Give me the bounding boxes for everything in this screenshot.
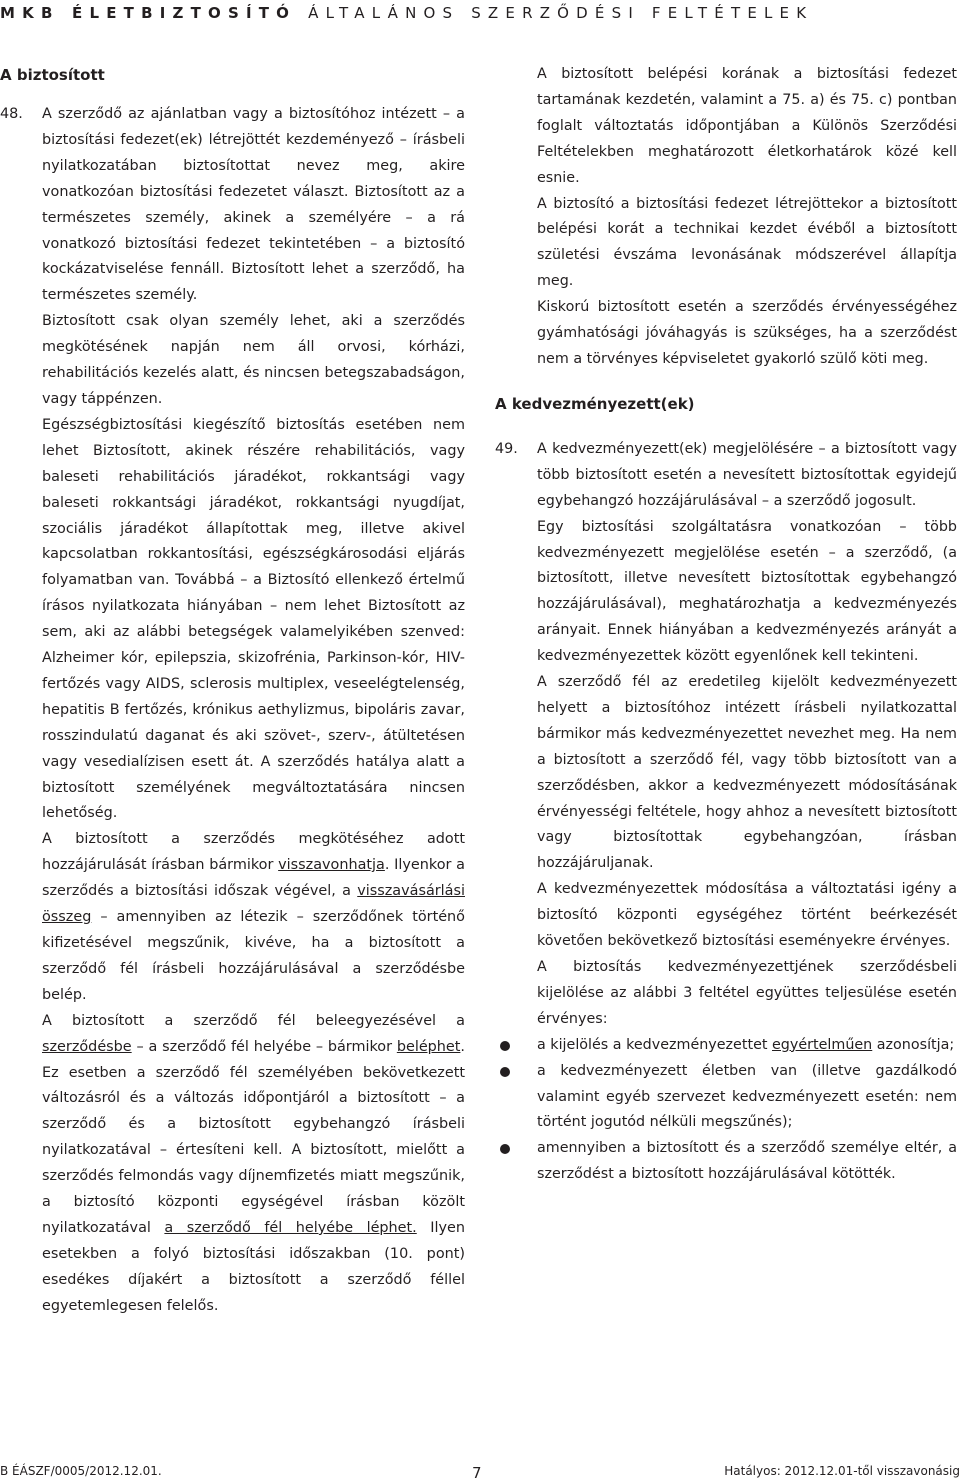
item-49-paragraph-2: Egy biztosítási szolgáltatásra vonatkozóan – több kedvezményezett megjelölése esetén – a szerződő, (a biztosított, illetve nevesített biztosítottak egybehangzó hozzájárulásával), meghatározhatja a kedvezményezés arányait. Ennek hiányában a kedvezményezés arányát a kedvezményezettek között egyenlőnek kell tekinteni.: [537, 518, 957, 665]
text: – amennyiben az létezik – szerződőnek történő kifizetésével megszűnik, kivéve, ha a biztosított a szerződő fél írásbeli hozzájárulásával a szerződésbe belép.: [42, 909, 465, 1003]
condition-item-1: [495, 1033, 957, 1059]
underlined-term: szerződésbe: [42, 1038, 132, 1055]
bullet-icon: [500, 1067, 510, 1077]
text: amennyiben a biztosított és a szerződő személye eltér, a szerződést a biztosított hozzájárulásával kötötték.: [537, 1140, 957, 1183]
item-48-paragraph-4: [42, 827, 465, 1008]
section-title-kedvezmenyezett: A kedvezményezett(ek): [495, 394, 695, 413]
text: a kijelölés a kedvezményezettet: [537, 1036, 773, 1053]
item-49-paragraph-1: A kedvezményezett(ek) megjelölésére – a biztosított vagy több biztosított esetén a nevesített biztosítottak egyidejű egybehangzó hozzájárulásával – a szerződő jogosult.: [537, 440, 957, 509]
text: azonosítja;: [872, 1036, 955, 1053]
section-title-biztositott: A biztosított: [0, 66, 105, 84]
right-paragraph-2: A biztosító a biztosítási fedezet létrejöttekor a biztosított belépési korát a technikai kezdet évéből a biztosított születési évszáma levonásának módszerével állapítja meg.: [537, 195, 957, 290]
item-49-paragraph-4: A kedvezményezettek módosítása a változtatási igény a biztosító központi egységéhez történt beérkezését követően bekövetkező biztosítási eseményekre érvényes.: [537, 881, 957, 950]
item-48-paragraph-5: [42, 1009, 465, 1320]
text: A biztosított a szerződés megkötéséhez adott hozzájárulását írásban bármikor: [42, 831, 465, 874]
item-48-number: 48.: [0, 106, 23, 122]
left-column: [0, 62, 465, 1320]
right-paragraph-3: Kiskorú biztosított esetén a szerződés érvényességéhez gyámhatósági jóváhagyás is szükséges, ha a szerződést nem a törvényes képviseletet gyakorló szülő köti meg.: [537, 299, 957, 367]
page-footer: [0, 1462, 960, 1482]
validity-note: Hatályos: 2012.12.01-től visszavonásig: [724, 1464, 960, 1478]
condition-item-2: [495, 1059, 957, 1137]
text: . Ez esetben a szerződő fél személyében bekövetkezett változásról és a változás időpontjáról a biztosított – a szerződő és a biztosított egybehangzó írásbeli nyilatkozatával – értesíteni kell. A biztosított, mielőtt a szerződés felmondás vagy díjnemfizetés miatt megszűnik, a biztosító központi egységével írásban közölt nyilatkozatával: [42, 1038, 465, 1236]
condition-item-3: [495, 1136, 957, 1188]
underlined-term: egyértelműen: [772, 1036, 873, 1053]
underlined-term: visszavonhatja: [278, 857, 385, 874]
text: Ilyen esetekben a folyó biztosítási időszakban (10. pont) esedékes díjakért a biztosított a szerződő féllel egyetemlegesen felelős.: [42, 1219, 465, 1314]
item-48: [0, 102, 465, 1320]
underlined-term: a szerződő fél helyébe léphet.: [164, 1219, 417, 1236]
header-title-light: ÁLTALÁNOS SZERZŐDÉSI FELTÉTELEK: [308, 4, 814, 22]
underlined-term: beléphet: [396, 1038, 461, 1055]
right-paragraph-1: A biztosított belépési korának a biztosítási fedezet tartamának kezdetén, valamint a 75. a) és 75. c) pontban foglalt változtatás időpontjában a Különös Szerződési Feltételekben meghatározott életkorhatárok közé kell esnie.: [537, 66, 957, 186]
conditions-list: [495, 1033, 957, 1188]
item-49-paragraph-5: A biztosítás kedvezményezettjének szerződésbeli kijelölése az alábbi 3 feltétel együttes teljesülése esetén érvényes:: [537, 959, 957, 1027]
text: – a szerződő fél helyébe – bármikor: [131, 1038, 397, 1055]
text: . Ilyenkor a szerződés a biztosítási időszak végével, a: [42, 857, 465, 900]
text: A biztosított a szerződő fél beleegyezésével a: [42, 1012, 465, 1029]
item-49-number: 49.: [495, 440, 518, 457]
bullet-icon: [500, 1144, 510, 1154]
bullet-icon: [500, 1041, 510, 1051]
item-48-paragraph-1: A szerződő az ajánlatban vagy a biztosítóhoz intézett – a biztosítási fedezet(ek) létrejöttét kezdeményező – írásbeli nyilatkozatában biztosítottat nevez meg, akire vonatkozóan biztosítási fedezetet választ. Biztosított az a természetes személy, akinek a személyére – a rá vonatkozó biztosítási fedezet tekintetében – a biztosító kockázatviselése fennáll. Biztosított lehet a szerződő, ha természetes személy.: [42, 106, 465, 304]
page-header: [0, 0, 960, 30]
item-49-paragraph-3: A szerződő fél az eredetileg kijelölt kedvezményezett helyett a biztosítóhoz intézett írásbeli nyilatkozattal bármikor más kedvezményezettet nevezhet meg. Ha nem a biztosított a szerződő fél, vagy több biztosított van a szerződésben, akkor a kedvezményezett módosításának érvényességi feltétele, hogy ahhoz a nevesített biztosított vagy biztosítottak egybehangzóan, írásban hozzájáruljanak.: [537, 674, 957, 872]
item-48-paragraph-2: Biztosított csak olyan személy lehet, aki a szerződés megkötésének napján nem áll orvosi, kórházi, rehabilitációs kezelés alatt, és nincsen betegszabadságon, vagy táppénzen.: [42, 313, 465, 407]
text: a kedvezményezett életben van (illetve gazdálkodó valamint egyéb szervezet kedvezményezett esetén: nem történt jogutód nélküli megszűnés);: [537, 1062, 957, 1131]
right-column: [495, 62, 957, 1188]
underlined-term: visszavásárlási összeg: [42, 883, 465, 926]
header-title-bold: MKB ÉLETBIZTOSÍTÓ: [0, 4, 297, 22]
page-number: 7: [472, 1464, 482, 1482]
item-49: [495, 437, 957, 1033]
item-48-paragraph-3: Egészségbiztosítási kiegészítő biztosítás esetében nem lehet Biztosított, akinek részére rehabilitációs, vagy baleseti rehabilitációs járadékot, rokkantsági vagy baleseti rokkantsági járadékot, rokkantsági nyugdíjat, szociális járadékot állapítottak meg, illetve akivel kapcsolatban rokkantosítási, egészségkárosodási eljárás folyamatban van. Továbbá – a Biztosító ellenkező értelmű írásos nyilatkozata hiányában – nem lehet Biztosított az sem, aki az alábbi betegségek valamelyikében szenved: Alzheimer kór, epilepszia, skizofrénia, Parkinson-kór, HIV-fertőzés vagy AIDS, sclerosis multiplex, veseelégtelenség, hepatitis B fertőzés, krónikus aethylizmus, bipoláris zavar, rosszindulatú daganat és aki szövet-, szerv-, átültetésen vagy vesedialízisen esett át. A szerződés hatálya alatt a biztosított személyének megváltoztatására nincsen lehetőség.: [42, 416, 465, 822]
document-code: B ÉÁSZF/0005/2012.12.01.: [0, 1464, 162, 1478]
